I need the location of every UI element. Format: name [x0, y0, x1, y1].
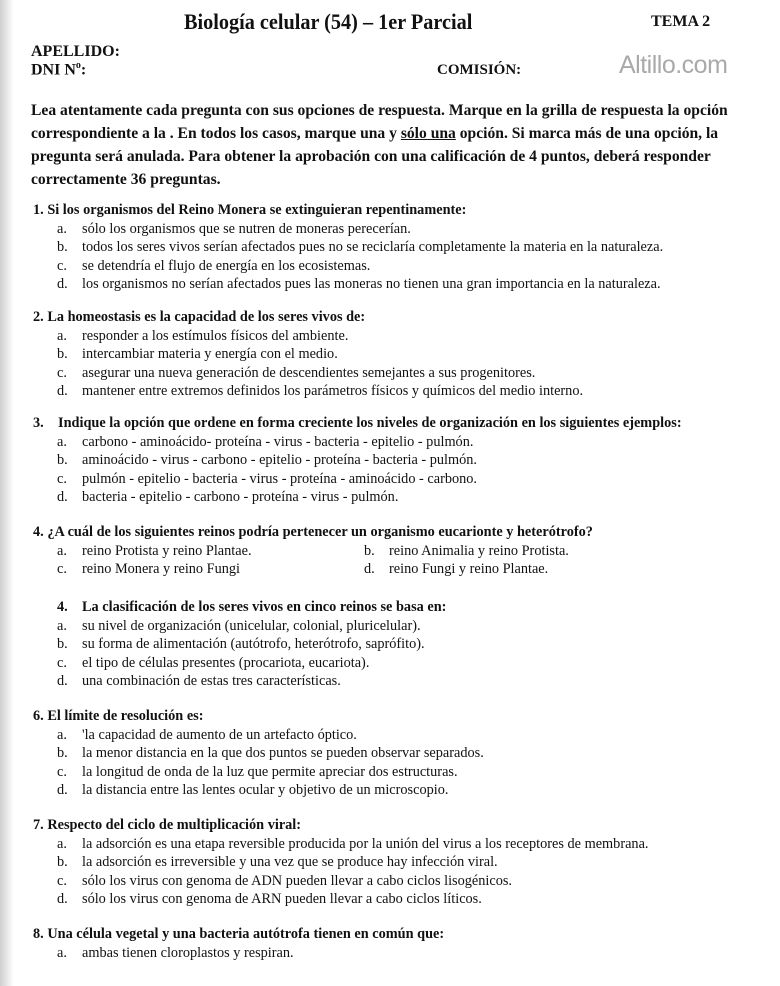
question-text: ¿A cuál de los siguientes reinos podría pertenecer un organismo eucarionte y heterótrofo? [47, 524, 593, 540]
option-a [33, 835, 763, 854]
option-c [33, 654, 763, 673]
altillo-watermark: Altillo.com [619, 51, 728, 79]
question-1 [33, 201, 763, 294]
option-letter: b. [57, 452, 68, 468]
option-text: sólo los virus con genoma de ADN pueden llevar a cabo ciclos lisogénicos. [82, 872, 512, 889]
exam-title: Biología celular (54) – 1er Parcial [184, 9, 473, 34]
option-text: reino Fungi y reino Plantae. [389, 561, 549, 577]
option-a [33, 617, 763, 636]
option-d [33, 488, 763, 507]
option-text: se detendría el flujo de energía en los ecosistemas. [82, 257, 371, 274]
option-letter: b. [57, 854, 68, 870]
option-letter: a. [57, 835, 67, 852]
dni-superscript: o [75, 60, 81, 71]
option-b [33, 451, 763, 470]
question-3 [33, 414, 763, 507]
option-letter: b. [57, 239, 68, 255]
question-number: 1. [33, 202, 44, 218]
option-letter: d. [364, 561, 375, 577]
option-c [33, 763, 763, 782]
scan-shadow-edge [0, 0, 14, 986]
option-letter: a. [57, 944, 67, 961]
option-c [33, 364, 763, 383]
option-b [33, 744, 763, 763]
option-text: la menor distancia en la que dos puntos se pueden observar separados. [82, 745, 484, 761]
option-a [33, 726, 763, 745]
question-number: 2. [33, 309, 44, 325]
question-8 [33, 925, 763, 962]
option-letter: c. [57, 763, 67, 780]
option-letter: d. [57, 782, 68, 798]
option-text: una combinación de estas tres características. [82, 673, 341, 689]
option-letter: b. [364, 542, 375, 559]
question-stem [33, 816, 763, 835]
option-d [33, 275, 763, 294]
question-number: 6. [33, 708, 44, 724]
question-stem [33, 414, 763, 433]
option-text: los organismos no serían afectados pues las moneras no tienen una gran importancia en la naturaleza. [82, 276, 661, 292]
question-number: 4. [57, 599, 68, 615]
comision-label: COMISIÓN: [437, 62, 522, 78]
option-letter: a. [57, 542, 67, 559]
question-stem [33, 523, 763, 542]
option-d [33, 781, 763, 800]
question-text: La homeostasis es la capacidad de los seres vivos de: [47, 309, 366, 325]
question-stem [33, 925, 763, 944]
question-stem [33, 598, 763, 617]
option-letter: c. [57, 257, 67, 274]
option-text: su nivel de organización (unicelular, colonial, pluricelular). [82, 617, 421, 634]
question-5 [33, 598, 763, 691]
option-text: sólo los organismos que se nutren de moneras perecerían. [82, 220, 411, 237]
question-6 [33, 707, 763, 800]
option-d [33, 890, 763, 909]
option-text: ambas tienen cloroplastos y respiran. [82, 944, 294, 961]
option-text: reino Protista y reino Plantae. [82, 542, 252, 559]
option-text: aminoácido - virus - carbono - epitelio - proteína - bacteria - pulmón. [82, 452, 478, 468]
question-stem [33, 308, 763, 327]
option-text: intercambiar materia y energía con el medio. [82, 346, 338, 362]
option-letter: a. [57, 220, 67, 237]
dni-label [31, 60, 86, 79]
question-2 [33, 308, 763, 401]
option-text: responder a los estímulos físicos del ambiente. [82, 327, 349, 344]
question-number: 8. [33, 926, 44, 942]
option-letter: d. [57, 673, 68, 689]
option-a [33, 220, 763, 239]
option-letter: a. [57, 617, 67, 634]
question-text: El límite de resolución es: [47, 708, 204, 724]
question-number: 3. [33, 415, 44, 431]
question-text: La clasificación de los seres vivos en cinco reinos se basa en: [82, 599, 447, 615]
option-letter: d. [57, 891, 68, 907]
option-text: todos los seres vivos serían afectados pues no se reciclaría completamente la materia en la naturaleza. [82, 239, 664, 255]
option-c [57, 560, 364, 579]
option-b [33, 635, 763, 654]
question-4 [33, 523, 763, 579]
option-a [33, 944, 763, 963]
option-a [33, 433, 763, 452]
question-text: Indique la opción que ordene en forma creciente los niveles de organización en los siguientes ejemplos: [58, 415, 682, 431]
question-text: Respecto del ciclo de multiplicación viral: [47, 817, 302, 833]
option-text: la adsorción es irreversible y una vez que se produce hay infección viral. [82, 854, 498, 870]
option-text: asegurar una nueva generación de descendientes semejantes a sus progenitores. [82, 364, 536, 381]
option-a [33, 327, 763, 346]
option-text: su forma de alimentación (autótrofo, heterótrofo, saprófito). [82, 636, 425, 652]
option-text: la adsorción es una etapa reversible producida por la unión del virus a los receptores de membrana. [82, 835, 649, 852]
question-number: 4. [33, 524, 44, 540]
option-letter: c. [57, 561, 67, 577]
option-letter: d. [57, 383, 68, 399]
option-text: el tipo de células presentes (procariota, eucariota). [82, 654, 370, 671]
option-text: pulmón - epitelio - bacteria - virus - proteína - aminoácido - carbono. [82, 470, 478, 487]
dni-text: DNI N [31, 61, 76, 79]
option-letter: c. [57, 872, 67, 889]
option-c [33, 257, 763, 276]
option-b [33, 853, 763, 872]
option-letter: d. [57, 276, 68, 292]
tema-label: TEMA 2 [651, 13, 711, 30]
option-letter: c. [57, 654, 67, 671]
option-text: reino Animalia y reino Protista. [389, 542, 569, 559]
instructions-paragraph [31, 99, 761, 191]
option-a [57, 542, 364, 561]
option-text: 'la capacidad de aumento de un artefacto óptico. [82, 726, 357, 743]
question-stem [33, 707, 763, 726]
option-d [33, 382, 763, 401]
instructions-underlined: sólo una [400, 125, 456, 142]
question-stem [33, 201, 763, 220]
option-letter: c. [57, 470, 67, 487]
question-text: Si los organismos del Reino Monera se extinguieran repentinamente: [47, 202, 467, 218]
option-d [33, 672, 763, 691]
option-letter: a. [57, 726, 67, 743]
question-number: 7. [33, 817, 44, 833]
option-text: reino Monera y reino Fungi [82, 561, 241, 577]
option-text: mantener entre extremos definidos los parámetros físicos y químicos del medio interno. [82, 383, 584, 399]
option-c [33, 872, 763, 891]
option-c [33, 470, 763, 489]
options-grid [33, 542, 763, 579]
option-letter: c. [57, 364, 67, 381]
option-letter: b. [57, 636, 68, 652]
option-b [33, 345, 763, 364]
option-text: la distancia entre las lentes ocular y objetivo de un microscopio. [82, 782, 449, 798]
option-text: bacteria - epitelio - carbono - proteína - virus - pulmón. [82, 489, 399, 505]
option-text: la longitud de onda de la luz que permite apreciar dos estructuras. [82, 763, 458, 780]
option-letter: a. [57, 327, 67, 344]
question-text: Una célula vegetal y una bacteria autótrofa tienen en común que: [47, 926, 445, 942]
option-b [33, 238, 763, 257]
instructions-part1: Lea atentamente cada pregunta con sus opciones de respuesta. Marque en la grilla de respuesta la opción correspondiente a la . En todos los casos, marque una y [31, 102, 728, 142]
option-text: sólo los virus con genoma de ARN pueden llevar a cabo ciclos líticos. [82, 891, 482, 907]
instructions-part2: opción. Si marca más de una opción, la pregunta será anulada. Para obtener la aprobación con una calificación de 4 puntos, deberá responder correctamente 36 preguntas. [31, 125, 719, 188]
option-b [364, 542, 664, 561]
option-letter: a. [57, 433, 67, 450]
option-letter: b. [57, 745, 68, 761]
option-text: carbono - aminoácido- proteína - virus - bacteria - epitelio - pulmón. [82, 433, 474, 450]
apellido-label: APELLIDO: [31, 43, 120, 60]
option-letter: d. [57, 489, 68, 505]
option-letter: b. [57, 346, 68, 362]
dni-colon: : [80, 61, 87, 79]
question-7 [33, 816, 763, 909]
option-d [364, 560, 664, 579]
